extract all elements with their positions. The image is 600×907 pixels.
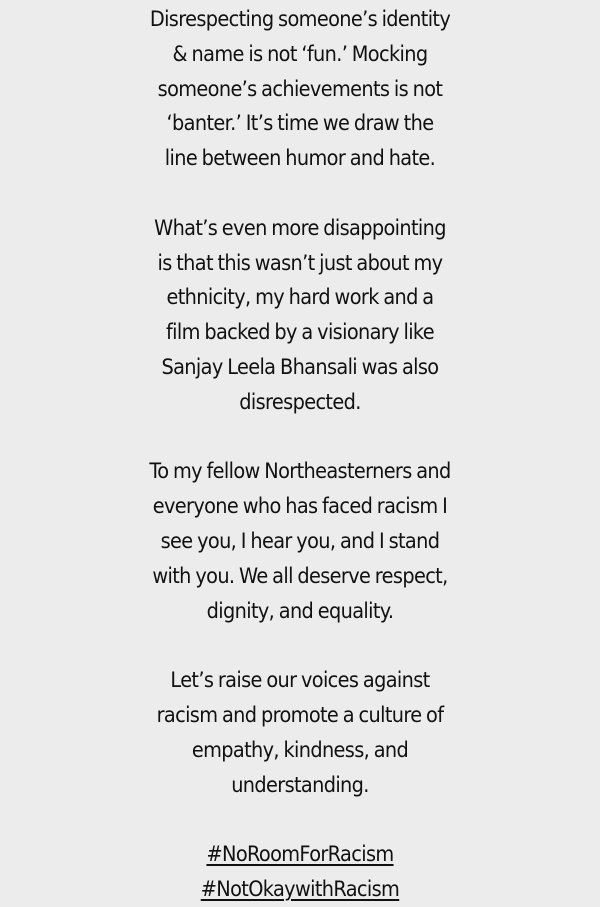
- hashtag-link-not-okay-with-racism[interactable]: #NotOkaywithRacism: [200, 876, 400, 901]
- hashtag-list: [0, 837, 600, 907]
- hashtag-link-no-room-for-racism[interactable]: #NoRoomForRacism: [206, 842, 394, 867]
- statement-paragraph-1: Disrespecting someone’s identity & name is not ‘fun.’ Mocking someone’s achievements is not ‘banter.’ It’s time we draw the line between humor and hate.: [149, 7, 451, 171]
- statement-paragraph-3: To my fellow Northeasterners and everyone who has faced racism I see you, I hear you, and I stand with you. We all deserve respect, dignity, and equality.: [149, 459, 451, 623]
- statement-paragraph-2: What’s even more disappointing is that this wasn’t just about my ethnicity, my hard work and a film backed by a visionary like Sanjay Leela Bhansali was also disrespected.: [154, 215, 446, 414]
- statement-paragraph-4: Let’s raise our voices against racism and promote a culture of empathy, kindness, and understanding.: [156, 668, 444, 797]
